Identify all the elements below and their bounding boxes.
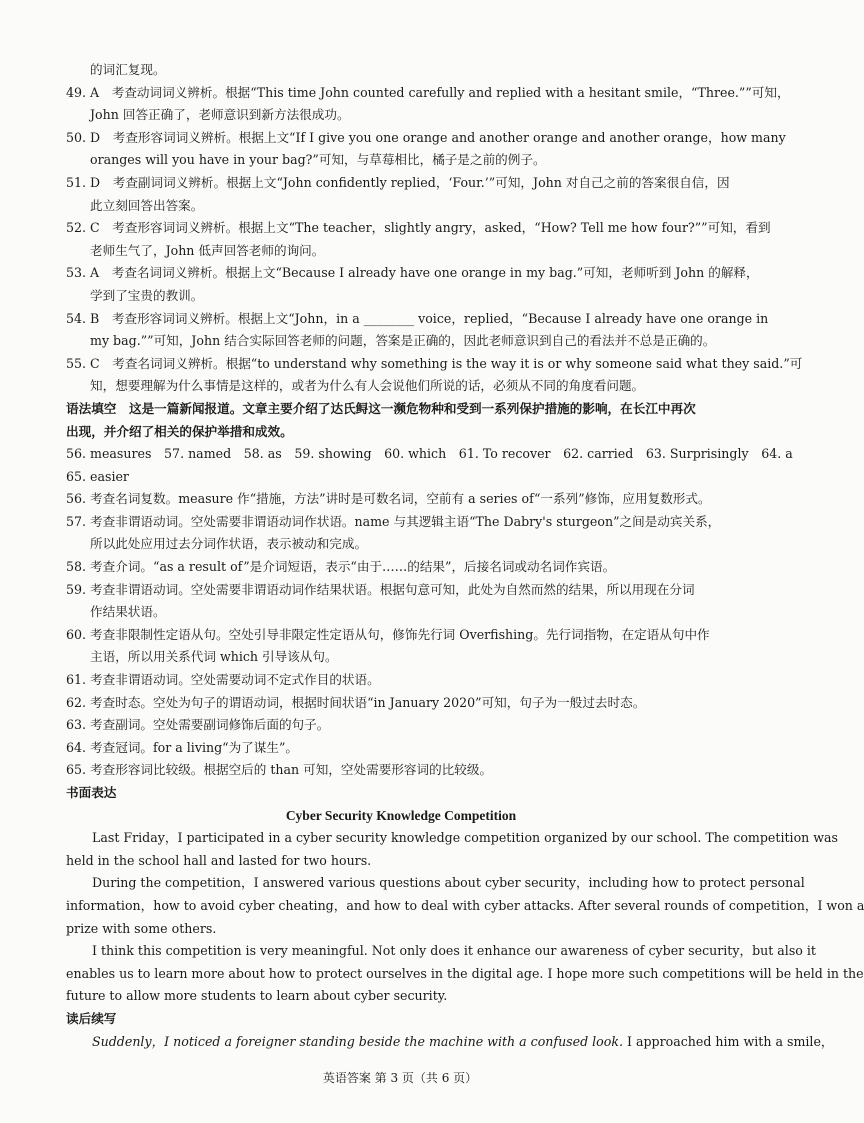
text-line: 64. 考查冠词。for a living“为了谋生”。 (66, 739, 298, 755)
answer-content (66, 59, 864, 1053)
text-line: 知，想要理解为什么事情是这样的，或者为什么有人会说他们所说的话，必须从不同的角度看问题。 (90, 378, 645, 394)
page-footer: 英语答案 第 3 页（共 6 页） (322, 1071, 478, 1085)
essay-title: Cyber Security Knowledge Competition (285, 807, 517, 823)
text-line: 62. 考查时态。空处为句子的谓语动词，根据时间状语“in January 2020”可知，句子为一般过去时态。 (66, 694, 646, 710)
text-line: 55. C 考查名词词义辨析。根据“to understand why something is the way it is or why someone said what they said.”可 (66, 355, 803, 371)
text-line: held in the school hall and lasted for two hours. (66, 852, 372, 868)
text-line: 54. B 考查形容词词义辨析。根据上文“John，in a ________ voice，replied，“Because I already have one orange in (66, 310, 769, 326)
continuation-line (66, 1031, 834, 1054)
text-line: information，how to avoid cyber cheating，and how to deal with cyber attacks. After several rounds of competition，I won a (66, 897, 864, 913)
continuation-text: I approached him with a smile， (623, 1033, 834, 1049)
text-line: 60. 考查非限制性定语从句。空处引导非限定性定语从句，修饰先行词 Overfishing。先行词指物，在定语从句中作 (66, 626, 710, 642)
section-heading: 出现，并介绍了相关的保护举措和成效。 (66, 423, 293, 439)
text-line: 65. 考查形容词比较级。根据空后的 than 可知，空处需要形容词的比较级。 (66, 762, 493, 778)
text-line: 作结果状语。 (90, 604, 166, 620)
text-line: 老师生气了，John 低声回答老师的询问。 (90, 242, 325, 258)
text-line: 53. A 考查名词词义辨析。根据上文“Because I already have one orange in my bag.”可知，老师听到 John 的解释， (66, 265, 759, 281)
text-line: 49. A 考查动词词义辨析。根据“This time John counted carefully and replied with a hesitant smile，“Three.””可知， (66, 84, 790, 100)
text-line: enables us to learn more about how to protect ourselves in the digital age. I hope more such competitions will be held in the (66, 965, 864, 981)
section-heading: 书面表达 (66, 785, 117, 800)
text-line: 学到了宝贵的教训。 (90, 287, 204, 303)
section-heading: 语法填空 这是一篇新闻报道。文章主要介绍了达氏鲟这一濒危物种和受到一系列保护措施的影响，在长江中再次 (66, 400, 696, 416)
text-line: prize with some others. (66, 920, 217, 936)
text-line: 61. 考查非谓语动词。空处需要动词不定式作目的状语。 (66, 672, 380, 688)
text-line: 52. C 考查形容词词义辨析。根据上文“The teacher，slightly angry，asked，“How? Tell me how four?””可知，看到 (66, 220, 771, 236)
text-line: 63. 考查副词。空处需要副词修饰后面的句子。 (66, 717, 330, 733)
text-line: 主语，所以用关系代词 which 引导该从句。 (90, 649, 338, 665)
text-line: 51. D 考查副词词义辨析。根据上文“John confidently replied，‘Four.’”可知，John 对自己之前的答案很自信，因 (66, 174, 730, 190)
text-line: oranges will you have in your bag?”可知，与草莓相比，橘子是之前的例子。 (90, 152, 546, 168)
text-line: 57. 考查非谓语动词。空处需要非谓语动词作状语。name 与其逻辑主语“The Dabry's sturgeon”之间是动宾关系， (66, 513, 721, 529)
text-line: 59. 考查非谓语动词。空处需要非谓语动词作结果状语。根据句意可知，此处为自然而然的结果，所以用现在分词 (66, 581, 695, 597)
text-line: my bag.””可知，John 结合实际回答老师的问题，答案是正确的，因此老师意识到自己的看法并不总是正确的。 (90, 333, 716, 349)
text-line: 所以此处应用过去分词作状语，表示被动和完成。 (90, 536, 368, 552)
text-line: 的词汇复现。 (90, 62, 166, 77)
text-line: 此立刻回答出答案。 (90, 197, 204, 213)
text-line: During the competition，I answered various questions about cyber security，including how to protect personal (92, 875, 805, 891)
text-line: 56. 考查名词复数。measure 作“措施，方法”讲时是可数名词，空前有 a series of“一系列”修饰，应用复数形式。 (66, 491, 711, 507)
text-line: 50. D 考查形容词词义辨析。根据上文“If I give you one orange and another orange and another orange，how many (66, 129, 786, 145)
text-line: 58. 考查介词。“as a result of”是介词短语，表示“由于……的结果”，后接名词或动名词作宾语。 (66, 559, 616, 575)
text-line: John 回答正确了，老师意识到新方法很成功。 (90, 107, 350, 123)
text-line: 65. easier (66, 468, 129, 484)
text-line: future to allow more students to learn about cyber security. (66, 988, 448, 1004)
text-line: Last Friday，I participated in a cyber security knowledge competition organized by our school. The competition was (92, 830, 839, 846)
text-line: 56. measures 57. named 58. as 59. showing 60. which 61. To recover 62. carried 63. Surprisingly 64. a (66, 446, 793, 462)
section-heading: 读后续写 (66, 1010, 117, 1026)
italic-prompt: Suddenly，I noticed a foreigner standing beside the machine with a confused look. (92, 1033, 623, 1049)
text-line: I think this competition is very meaningful. Not only does it enhance our awareness of cyber security，but also it (92, 943, 816, 959)
